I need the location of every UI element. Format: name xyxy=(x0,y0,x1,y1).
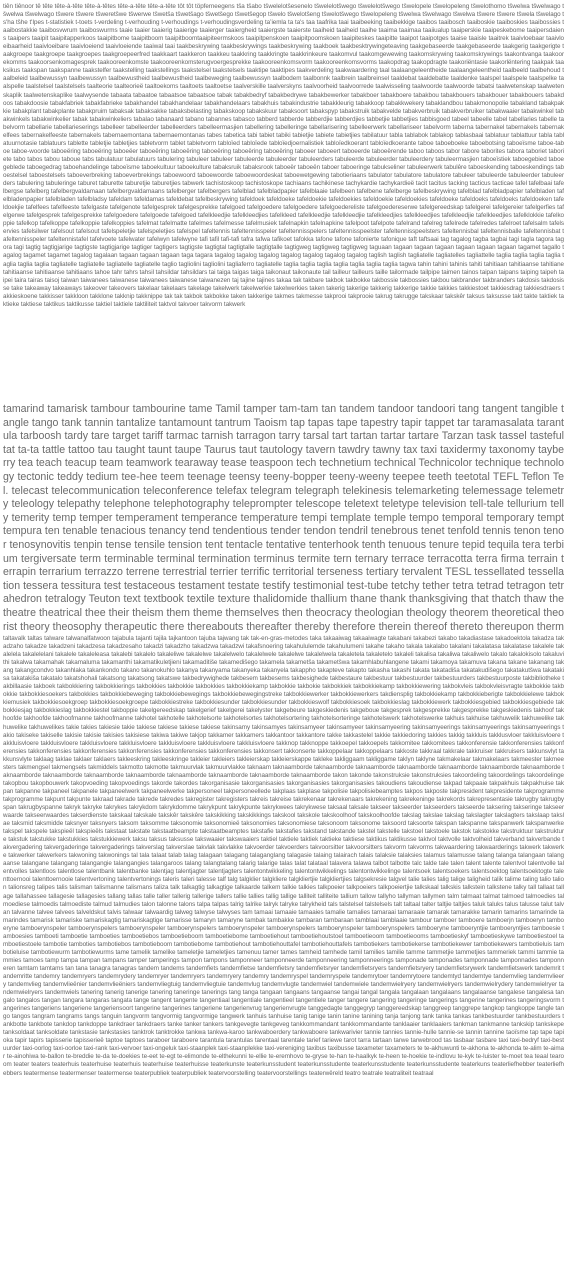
wordlist-block-small-top: tiên tiênoor tê tête tête-à-tête tête-à-têtes tête-a-tête tête-a-tête tôt tôt töpferneegens tša tšabo tšwelelotšesenelo tšwelelotšwego tšwelelotšwego tšwelopele tšwelopeleng tšwelothomo tšwelwa tšwelwago tšwelwa tšwelwago tšwere tšwere tšweretšwe tšwerwe tšwetša tšwetšago tšwetšego tšwetšegop tšwelo tšwelotšeng tšwelotšwego tšwelopeleng tšwelwa tšwelwago tšwelwa tšwere tšwere tšwela tšwelago ts'ha tšhe t'Ipes t-statistiek t-toets t-verdeling t-verhouding t-verhoudings t-verhoudingsverdeling taʻiemla ta ta's taa taafrika taai taaibeeking taaibekkige taaibos taaibosch taaiboskie taaiboskies taaibossies taaibostakkie taaibosvwrum taaiboswurms taaie taaier taaierig taaierige taaierger taaiergheid taaiergste taaierste taaiheid taaiheid taaihe taaima taaimaa taaiiualup taaiperskie taaipeskebome taaipersdaiens taaipers taaipit taaipitapperkoos taaipitbome taaipitboom taaipitboomtaaipiteermskoos taaipitpenskoen taaipitpoomskoen taaipiteskes taaipitte taaipot taaipotges taaise taaisle taaitrek taaivloebaar taaivloeibaarheid taaivloeibare taaivloeiend taaivloeiende taaiwal taai taakbeskrywing taakbeskrywings taakbeskrywing taakboek taakbesktrywingeteaving taakgebaseerde taakgebaseerde taakgerig taakgerigte taakgroepe taakgroepe taakgroepes taakgroepeerfred taakkaart taakkeron taakkeu taakkring taakkringte taakkrinkeure taakomvul taakomgewewing taakomskrywing taakomskrywings taakontvanga taakoorekomms taakoorsenkomagesprek taakooreenkomste taakooreenkomsterugvoergesprekke taakooreenkomsvorm taakooreenkomsvorms taakopdrag taakopdragte taakoriëntasie taakorlëntering taakpak taaksikus taakspan taakspanne taakstelfer taakstelling taakstellings taakstelsel taakstelsels taaktipe taaktipes taakverdeling taakwaardering taal taalaangeleentheide taalaangeleentheid taalbeeld taalbehoud taalbeleid taalbewussyn taalbewussyn taalbewustheid taalbewustheid taalbeweging taalbewussyn taalbodem taalbonnk taalbrein taalbreinsel taaldebat taaldebatte taaldenke taalspel taalspele taalspelke taalspelle taalstelsel taalstelsels taalteorie taalteorieë taaltoekoms taaltoets taaltoetse taalverskille taalverskyns taalvoorheid taalvoorrede taalwisseling taalwoorde taalwoorde tabatsi taalwetenskap taalwetenskaplik taalwetenskaplike taalwysende tabaata tabaatoe tabaatsoe tabaatsoe tabak tabakbedryf tabakbedrywe tabakbewerker tabakboer tabakboere tabakbou tabakbouers tabakbouer tabakbouers tabakdoos tabakdoosie tabakfabriek tabakfabrieke tabakhandel tabakhandelaar tabakhandelaars tabakhuis tabakindustrie tabakkleurig tabakkoop tabakkwekery tabaklandbou tabakmonopolie tabakland tabakpakkie tabakplant tabakplante tabakpruim tabaksak tabaksakke tabaksbelasting tabakskoop tabakskuur tabaksoort tabakspyp tabakstruik tabakvelde tabakverbruik tabakverbruiker tabakwaaier tabakwinkel tabakwinkels tabakwinkelier tabak tabakwinkeliers tabalao tabanaard tabano tabannes tabasco tabberd tabberde tabberdjie tabberdjies tabbetjie tabbetjies tabbisgoed tabeel tabeelle tabel tabellaries tabelle tabelvorm tabellarie tabellarieserings tabelleer tabelleerder tabelleerders tabelleermasjien tabellering tabelleringe tabellarisering tabelleerwerk tabellariseer tabelvorm taberna tabernakel tabernakels tabernakelfees tabernakelfeeste tabernakels tabernaemontana tabernaemontanas tabes tabetica tabi tabiet tabiki tabietjie tabiete tabietjies tabilatuur tabla tablabok tablakop tablasbaai tablatuur tablattuur tabla tablatuurnotasie tablatuurs tablette tabletjie tabletjies tabletvorm tablet tabletvorm tabloïed tabloïede tabloïedjoernalistiek tabloïedkoerant tabloïedkoerante taboe taboeboeke taboebotsing taboeïsme taboe-taboe taboe-woorde taboeëring taboeëring taboeëer taboeëring taboeëring taboeëring taboeëring taboeëring taboeer taboeert taboeerde taboeërende taboo taboos tabor tabore taborites tabora taboriet taboriete tabo tabos tabou taboue tabs tabulatuur tabulatuurs tabulering tabuleer tabuleer tabuleerde tabuleerder tabuleerders tabuleerde tabuleerder tabuleerdery tabuleermasjien taboeïstiek taboegebied taboegeblede taboegedrag taboehandelinge taboeïsme taboekultuur taboekulture tabaksruik tabaksrook taboeër taboeën taboer taboeringe tabukseliner tabuleerwerk tabulêre taboeskending taboeskendings taboestelsel taboestelsels taboeverbreking taboeverbrekings taboewoord taboewoorde taboewoordeskat taboewetgewing tabotieriaans tabulator tabulatore tabulatore tabuleer tabuleerde tabuleerder tabuleerders tabulering tabuleringe taburet taburette taburetjie taburetjies tabwerk tachistoskoop tachistoskope tachiaans tachikinese tachykardie tachykardieë tacit tacitus tacking tacticus tacticae tafel tafelbaai tafelbergse tafelberg tafelbergvaldamaan tafelbergvaldamaans tafelberger tafelbergers tafelblad tafelbladpapier tafelblaaie tafelbeen tafelbene tafelberge tafelbeskrywing tafelblad tafelbladpapier tafelbladen tafelbladenpapier tafelbladen tafelbladsy tafeldam tafeldamas tafeldebat tafelbeskrywing tafeldoek tafeldoeke tafeldoekie tafeldoekies tafeldoekie tafeldoekies tafeldoeke tafeldoeks tafeldoeks tafeldoeken tafeldoekjie tafelfees tafelfeeste tafelgaste tafelgenote tafelgesprek tafelgesprekke tafelgoed tafelgoedere tafelgoedere tafelgoedereliste tafelgoedereserwe tafelgereedskap tafelgerei tafelgereier tafelgerfies tafelgerwe tafelgesprek tafelgesprekke tafelgoedere tafelgoede tafelgoed tafelkleedjie tafelkleedjies tafelkleed tafelkleedjie tafelkleedjie tafelkleedjies tafelkleedjies tafelkleedjie tafelkleedjies tafelklokkie tafelkoppie tafelkop tafelkoppe tafelkoppie tafelkoppies tafelmat tafelmatte tafelmes tafelmesse tafelmusiek tafelnapkin tafelnapkine tafelpoot tafelpote tafelrand tafelreg tafelrede tafelredes tafelroet tafelsalm tafelservies tafelsilwer tafelsout tafelsout tafelspeletjie tafelspeletjies tafelspel tafeltennis tafeltennisspeler tafeltennisspelers tafeltennisspeelster tafeltennisspeelsters tafeltennisbal tafeltennisballe tafeltennisbat tafeltennisspeler tafeltennistafel tafelvoete tafelwater tafelwyn tafelwyne tafi tafil tafi-tafi tafra tafwa tafikoet tafokka tafone tafone tafonierte tafonique taft taftsaai tag tagalog tagba tagbai tagi tagla tagora tagora tagi tagtig tagtigjarige tagtigste tagtigjarige tagtiger tagtigers tagtigste tagtigtal tagtigtalle tagtigtalle tagtigweg tagtigweg tagtigweg taguaan tagaan tagaan tagaan tagaan tagaan tagaan tagamet tagallo tagalog tagamet tagamet tagalog tagalaan tagaan tagaan tagaan taga tagara tagalog tagalog tagalog tagalog tagalog tagalog tagalog taglish taglish tagliatelle tagliatelles tagliattelle taglia taglia taglia taglia taglia taglia taglia tagliatelle tagliatelle tagliatelle tagliatelle taglio tagliolini tagliolini tagliaferro tagliatelle taglia taglia taglia taglia taglia taglia taglia tagwa tahin tahini tahinis tahiti tahitiaan tahitiaanse tahitiane tahitiaanse tahitiaanse tahitiaans tahoe tahr tahrs tahsil tahsildar tahsildars tai taiga taigas taiga taikonaut taikonaute tail tailleur tailleurs taille tailormade tailpipe taimen tainos taipan taipans taiping taipeh taipei taira tairas taisoj taiwan taiwanees taiwanese taiwanees taiwanese taiwanezen taj tajine tajines takaa tak takbare takbok takbokke takbossie takbossies takbou takbrander takbranders takdosis takdosisse take takeaway takeaways takeover takeovers takelaar takelaars takelage takelwerk takelwerkie takelwerkies taken takerig takerige takkerig takkerige takkie takkies takkiestoet takkiesdrag takkiesdraers takkieskoene takkisser takkloon takklone takknip takknippe tak tak takbok takbokke taken takkerige takmes takmesse takprooi takprooie takrug takrugge takskaar takskêr taksus taksusse takt takte taktiek taktieke taktiese taktikus taktikusse taktiel taktiele taktiliteit taktvol takvoer takvorm takwerk xyxy=(3,3,564,308)
wordlist-block-small-bottom: taltavalk taltas talware talwanalfatwoon tajabula tajanti tajila tajkantoon tajuba tajwang tak tak-en-gras-metodes taka takaaiwag takaaiwagte takabani takabezi takabo takadiastase takadoektola takadza takadzaho takadze takadzeni takadzesa takadzesaho takadzi takadzho takadzwa takadzwi takafsnoering takahululemde takahulumeni takahe takaho takala takalabo takalani takalatasa takalatase takalele takalelela takalelelani takalele takaleleasa takalebi takalelo takaleliwe takalelwe takalelwelo takalelwele takalelwe takalelwela takaletela takaletelo takaleli takalisa takaliwa takaliwelo takalo takalokisolo takaluvithi takalwa takamahak takamaluma takamanthi takamatikuletjieni takamaditiše takamedišego takamela takametša takametšwa takamhlabuhlangene takami takamoya takamuva takana takane takanang takang takangcondvo takanhlaka takankondo takano takanokuhlo takanya takanyama takanyeka takanyela takappho takapteve takapto takasha takashi takata takatadiša takatakudišego takatakutšwa takatakisa takatakiša takatalo takatshohali takatsong takatsong takatswe takbedrywighede takbesem takbesems takbesighede takbestaure takbestuur takbestuurder takbestuurders takbestuurposte takbibliotheke takbillaasie takboek takbokkiering takbokkierings takbokkies takbokkie takbokkies takbokkiekamp takbokkie takbokie takbokkiek takbokkiekamp takbokkiewering takbokvleis takbokvleisvragte takbokkie takbokkie takbokkiesoekers takbokkies takbokkiebeweging takbokkiebewegings takbokkiebewegingstreke takbokkiewerker takbokkiewerkers takdiensplig takbokkiekamp takbokkieberigte takbokkielewe takbokkiemusiek takbokkiesoekgroep takbokkiesoekgroepe takbokkiestreke takbokkiesunder takbokkiesunder takbokkieswolf takbokkiesoek takbokkieslag takbokkiewerk takbokkiesgebied takbokkiesgebiede takbokkiesjag takbokkieslag takbokkiestel takboppie takelgereedskap takelgerief takelgerei takelyster takgebeure takgeskiedenis takgeboue takgesprek takgesprekke takgesprekke takgeskiedenis takhoof takhoofde takhoofde takhoofmanne takhoofmanne takhotel takhotelle takhotelsorte takhotelsortes takhotelsortering takhotelsorteringe takhotelswerk takhotelswerke takhuis takhuise takhuwelik takhuwelike takhuwelike takhuwelikes takie takies takiesie takie takiese takiese takiese takiese takinsamy takinsamyes takinsamyeer takinsamyeer takinsamyeering takinsamyeerings takinsamyeerings takinsamyeerings takio takiseke takiselle takisie takisie takisies takisiese takiwa takiwe takjop takkamer takkamers takkantoor takkantore takke takkastelel takkie takkiedoring takkies takkig takkluis takklusvloer takkluisvloere takkluisvloere takkluisvloere takkluisvloere takkluisvloere takkluisvloere takkluisvloere takkluisvloere takknop takknoppe takkoepel takkoepels takkomitee takkomitees takkonferensie takkonferensies takkonferensies takkonferensies takkonferensies takkonferensies takkonferensies takkonferensies takkonsert takkonserte takkoppelaar takkoppelaars takkoste takkraal takkrale takkruiser takkruisers takkunsvlyt takkunsvlyte taklaag taklae taklaer taklaers takleeskring takleeskringe takleier takleiers takleierskap takleierskappe takleke takliggaam takliggame taklyn taklyne takmakelaar takmakelaars takmeester takmeesters takmengsel takmengsels takmiddels takmotto takmotte takmuurvlak takmuurvlakke taknaam taknaamborde taknaamborde taknaamborde taknaamborde taknaamborde taknaamborde taknaamborde taknaamborde taknaamborde taknaamborde taknaamborde taknaamborde taknaamborde taknaamborde taknaamborde takon takonde takonstruksie takonstruksies takoordeling takoordelings takoordelinge takopbou takopbouwerk takopvoeding takopvoedings takorde takordes takorganisasie takorganisasies takorganisasies takorganisasies takoudiens takoudiense takpad takpaaie takpakhuis takpakhuise takpan takpanne takpaneel takpanele takpaneelwerk takpaneelwerke takpersoneel takpersoneellede takplaas takplase takpolisie takpolisiebeamptes takpos takposte takpresident takpresidente takprogramme takprogramme takpunt takpunte takraad takrade takrede takredes takregister takregisters takreis takreise takrekenaar takrekenaars takrekening takrekeninge takrekords takrepresentasie takrugby takrugbyspan takrugbyspanne takryk takryke takrykes takrykdom takrykdomme takrykpunt takrykpunte takrykwees takrykwese taksaal taksale takseer takseerder takseerders takseerde taksering takseringe takseerwaarde takseerwaardes takserdienste takskaal takskale takskêr takskêre takskikking takskikkings takskool takskole takskoolhoof takskoolhoofde takslag takslae takslag takslagter takslagters takslaap takslae taksmid taksmidde taksnyer taksnyers taksom taksomme taksonomie taksonomieë taksonomies taksonomiese taksonoom taksonome taksoord taksoorte takspan takspanne takspanwerk takspanwerke takspel takspele takspieël takspieëls takstaat takstate takstaatbeampte takstaatbeamptes takstafie takstafies takstand takstande takstel takstelle takstoel takstoele takstok takstokke takstruktuur takstrukture takstuk takstukke takstukkies takstukkiewerk taksu taksus taksusse takswaaier takswaaiers taktiel taktiele taktiek taktieke taktiese taktikus taktikusse taktvol taktvolle taktvolheid takverband takverbande takvergadering takvergaderinge takvergaderings takverslag takverslae takvlak takvlakke takvoerder takvoerders takvoorsitter takvoorsitters takvorm takvorms takwaardering takwaarderings takwerk takwerke takwerker takwerkers takwoning takwonings tal tala talaat talab talag talagaan talagang talaganglang talagasie talaing talairach talais talaksie talaksies talamus talamusse talang talanga talangaan talangaanse talangane talangang talangangie talangangies talangaroos talang talangtalang talarig talarige talas talat talataal talavera talawa talbot talbotte talc talde tale talen talent talente talentvol talentvolle talentvolles talentloos talentlose talentbank talentbanke talentjag talentjagter talentjagters talentontwikkeling talentontwikkelings talentontwikkelinge talentsoek talentsoekers talentsoektog talentsoektogte talenttoernooi talenttoernooie talentvertoning talentvertonings taleris taleri talesse talf talg talgklier talgkliere talgkliertjie talgkliertjies talgsekresie talgvel talie talies talig talige taligheid talik talime taling talio talion talionsreg talipes talis talisman talismanne talismans taliza talk talkagtig talkagtige talkaarde talkem talkie talkies talkpoeier talkpoeiers talkpoeiertjie talkskaal talkskis talkstein talkstene talky tall tallaat tallage tallahassee tallagesie tallagesies tallang tallas talle taller tallerig tallerige tallers tallie tallies tallig tallige talliteit talliteite tallium tallow tallyho tallyman tallymen talm talmaat talmat talmoed talmoedies talmoediese talmoedis talmoediste talmud talmudies talon talonne talons talpa talpas talrig talrike talryk talryke talrykheid tals talstelsel talstelsels talt taltaal talter taltjie taltjies taluk taluks talus talusse talut talvan talvanne talvee talvees talveldskut talvis talwaar talwaardig talweg talwyse talwyses tam tamaai tamaaie tamaaies tamalie tamalies tamaraai tamaraaie tamarak tamarakke tamarin tamarins tamarinde tamarindes tamarisk tamariske tamariskagtig tamariskagtige tamarisse tamaryn tamaryne tambak tambakke tambaran tambaraan tamblaai tamblaaie tambour tamboer tamboere tamboerjn tamboeryn tamboeryne tamboerynspeler tamboerynspelers tamboerynspeler tamboerynspelers tamboerynspeler tamboerynspelers tamboerynspeler tamboerynspelers tamboeryne tamboeryntjie tamboeryntjies tamboesie tamboesies tamboeti tamboetie tamboeties tamboetiebos tamboetieboom tamboetiebome tamboetiehout tamboetiehoutstoel tamboetieoom tamboetieooms tamboetieskyf tamboetieskywe tamboetiestoel tamboetiestoele tambotie tamboties tambotiebos tambotieboom tambotiebome tambotiehout tambotiehouttafel tambotiehouttafels tambotiekers tambotiekerse tambotiekewer tambotiekewers tambotieluis tambotieluise tambotiewurm tambotiewurms tame tamelik tamelike tameletjie tameletjies tamenuu tamer tames tamheid tamhede tamil tamilies tamilie tamme tammetjie tammetjies tammeriek tammi tammie tammies tamoes tamp tampa tampan tampans tamper tamperings tampon tampons tamponneer tamponneerde tamponneering tamponneerings tamponade tamponades tamponnade tamponnades tamponneren tamtam tamtams tan tana tanagra tanagras tandem tandems tandemfiets tandemfietse tandemfietsry tandemfietsryer tandemfietsryers tandemfietsryery tandemfietsrywerk tandemfietswerk tandemrit tandemritte tandemry tandemryers tandemrydery tandemryer tandemryers tandemryery tandemry tandemryspel tandemryspele tandemrytoer tandemrytoere tandemtyd tandemtye tandemvlieg tandemvlieery tandemvlieg tandemvlieënier tandemvlieëniers tandemvliegtuig tandemvliegtuie tandemvlug tandemvlugte tandemwiel tandemwiele tandemwielryery tandemwielryers tandemwielrydery tandemwielryer tandemwielryers tandemwiels tanering tanerig tanerige tanering taneringe tanerings tang tanga tangaan tangaans tangaanse tangai tangal tangala tangalaan tangalaans tangalaanse tangalese tangalesa tangalo tangalos tangan tangara tangaras tangata tange tangent tangente tangentiaal tangentiale tangentieel tangentiele tanger tangere tangering tangeringe tangerings tangerine tangerines tangeringsvorm tangerines tangeriens tangeriene tangeriensoort tangerine tangerines tangeriene tangerienvrug tangerienvrugte tanggedagte tanggegryp tanggereedskap tanggreep tanggrepe tangkop tangkoppe tangle tango tangos tangram tangrams tangs tanguin tangvorm tangvormig tangvormige tangwerk tanhuis tanhuise tanig tanige tanin tanine tanining tanja tanjong tank tanka tankas tankbestuurder tankbestuurders tankbotte tankbote tankdop tankdoppe tankdraer tankdraers tanke tanker tankers tankgevegte tankgeveg tankkommandant tankkommandante tanklaaier tanklaaiers tankman tankmanne tankskip tankskepe tanksoldaat tanksoldate tankstasie tankstasies tanktrok tanktrokke tankwa tankwa-karoo tankwaboerdery tankwaboere tankwarivier tannie tannies tannie-hulle tannie-se tannin tannine taoïsme tap tape tapioka tapir tapirs tapisserie tapisserieë taptoe taptoes taraboer taraboere tarantula tarantulas tarentaal tarentale tarief tariewe tarot tarra tartaan tarwe tarwebrood tas tasbaar tasbare taxi taxi-bedryf taxi-bestuurder taxi-oorlog taxi-oorloe taxi-rank taxi-vervoer taxi-ongeluk taxi-staanplek taxi-staanplekke taxi-vereniging taxibus taxibusse taxameter taxameters te te-akhuwunti te-akhona te-akhonda te-alim te-aimar te-ainohiwa te-ballon te-breddie te-da te-doekies te-eet te-egt te-elimonde te-elthekunni te-ellie te-eremhovo te-gryse te-han te-haalkyk te-heen te-hoekie te-indlovu te-kyk te-luister te-moet tea teaal tearoom teater teaters teaterhuis teaterhuise teaterhuis teaterhuise teaterhuisse teaterkunste teaterkunsstudent teaterkunsstudente teaterkunsstudente teaterkunsstudente teaterkuns teaterliefhebber teaterliefhebbers teatermense teatermenser teatermense teaterpubliek teaterpubliek teatervoorstelling teatervoorstellings teaterwêreld teatro teatrale teatraliteit teatraal xyxy=(3,635,564,1077)
wordlist-block-large-middle: tamarind tamarisk tambour tambourine tame Tamil tamper tam-tam tan tandem tandoor tandoori tang tangent tangible tangle tango tank tannin tantalize tantamount tantrum Taoism tap tapas tape tapestry tapir tappet tar taramasalata tarantula tarboosh tardy tare target tariff tarmac tarnish tarragon tarry tarsal tart tartan tartar tartare Tarzan task tassel tasteful tat ta-ta tattle tattoo tau taught taunt taupe Taurus taut tautology tavern tawdry tawny tax taxi taxidermy taxonomy tayberry tea teach teacup team teamwork tearaway tease teaspoon tech technetium technical Technicolor technique technology tectonic teddy tedium tee-hee teem teenage teensy teeny-bopper teeny-weeny teepee teeth teetotal TEFL Teflon Tel. telecast telecommunication teleconference telefax telegram telegraph telekinesis telemarketing telemessage telemetry teleology telepathy telephone telephotography teleprompter telescope teletext teletype television tell-tale tellurium telly temerity temp temper temperament temperance temperature tempi template temple tempo temporal temporary tempt tempura ten tenable tenacious tenancy tend tendentious tender tendon tendril tenebrous tenet tenfold tennis tenon tenor tenosynovitis tenpin tense tensile tension tent tentacle tentative tenterhook tenth tenuous tenure tepid tequila tera terbium tergiversate term terminable terminal termination terminus termite tern ternary terrace terracotta terra firma terrain terrapin terrarium terrazzo terrene terrestrial terrier terrific territorial terseness tertiary tervalent TESL tessellated tessellation tessera tessitura test testaceous testament testate testify testimonial test-tube tetchy tether tetra tetrad tetragon tetrahedron tetralogy Teuton text textbook textile texture thalidomide thallium thane thank thanksgiving that thatch thaw the theatre theatrical thee their theism them theme themselves then theocracy theologian theology theorem theoretical theorist theory theosophy therapeutic there thereabouts thereafter thereby therefore therein thereof thereto thereupon therm xyxy=(3,403,564,633)
